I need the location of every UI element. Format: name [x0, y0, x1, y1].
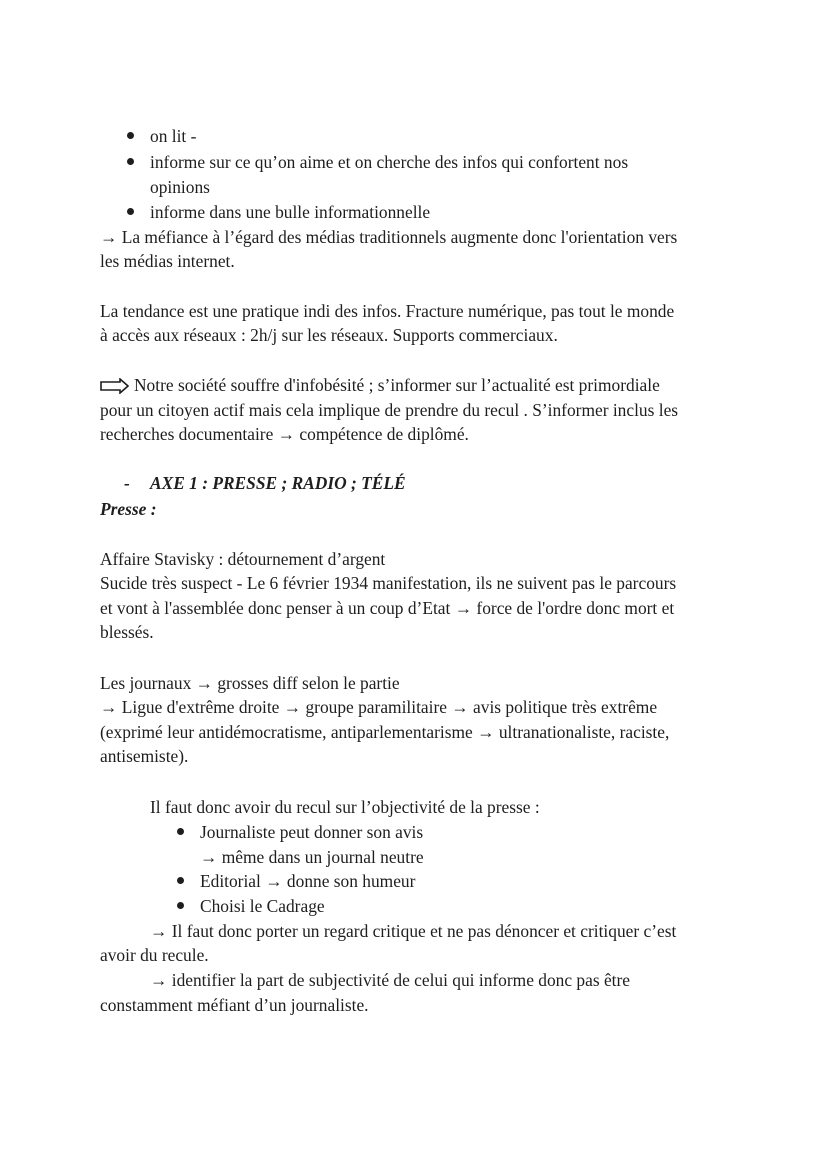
- list-item: Journaliste peut donner son avis: [200, 822, 424, 842]
- paragraph-line: [100, 373, 660, 400]
- paragraph-line: Il faut donc avoir du recul sur l’objectivité de la presse :: [150, 797, 540, 817]
- paragraph-line: et vont à l'assemblée donc penser à un coup d’Etat → force de l'ordre donc mort et: [100, 598, 675, 618]
- list-item-continuation: opinions: [150, 177, 210, 197]
- paragraph-line: Sucide très suspect - Le 6 février 1934 manifestation, ils ne suivent pas le parcours: [100, 573, 677, 593]
- paragraph-line: → Ligue d'extrême droite → groupe paramilitaire → avis politique très extrême: [100, 697, 658, 717]
- list-item: on lit -: [150, 126, 197, 146]
- bullet-dot: [177, 902, 184, 909]
- paragraph-line: les médias internet.: [100, 251, 235, 271]
- paragraph-line: → La méfiance à l’égard des médias traditionnels augmente donc l'orientation vers: [100, 227, 678, 247]
- paragraph-line: pour un citoyen actif mais cela implique de prendre du recul . S’informer inclus les: [100, 400, 679, 420]
- double-right-arrow-icon: [100, 376, 130, 400]
- paragraph-line: avoir du recule.: [100, 945, 209, 965]
- axe-dash: -: [124, 473, 130, 493]
- subsection-heading: Presse :: [100, 499, 157, 519]
- paragraph-line: → identifier la part de subjectivité de celui qui informe donc pas être: [150, 970, 631, 990]
- section-heading: AXE 1 : PRESSE ; RADIO ; TÉLÉ: [150, 473, 406, 493]
- paragraph-line: La tendance est une pratique indi des infos. Fracture numérique, pas tout le monde: [100, 301, 675, 321]
- paragraph-line: recherches documentaire → compétence de diplômé.: [100, 424, 469, 444]
- list-item: Choisi le Cadrage: [200, 896, 325, 916]
- paragraph-line: constamment méfiant d’un journaliste.: [100, 995, 369, 1015]
- paragraph-line: antisemiste).: [100, 746, 189, 766]
- bullet-dot: [127, 208, 134, 215]
- bullet-dot: [127, 158, 134, 165]
- list-item: informe dans une bulle informationnelle: [150, 202, 431, 222]
- paragraph-line: → Il faut donc porter un regard critique et ne pas dénoncer et critiquer c’est: [150, 921, 677, 941]
- list-item: Editorial → donne son humeur: [200, 871, 416, 891]
- paragraph-line: blessés.: [100, 622, 154, 642]
- paragraph-line: Les journaux → grosses diff selon le partie: [100, 673, 400, 693]
- paragraph-text: Notre société souffre d'infobésité ; s’informer sur l’actualité est primordiale: [134, 375, 660, 395]
- paragraph-line: Affaire Stavisky : détournement d’argent: [100, 549, 386, 569]
- list-item-continuation: → même dans un journal neutre: [200, 847, 424, 867]
- bullet-dot: [127, 132, 134, 139]
- bullet-dot: [177, 828, 184, 835]
- bullet-dot: [177, 877, 184, 884]
- list-item: informe sur ce qu’on aime et on cherche des infos qui confortent nos: [150, 152, 629, 172]
- paragraph-line: à accès aux réseaux : 2h/j sur les réseaux. Supports commerciaux.: [100, 325, 558, 345]
- paragraph-line: (exprimé leur antidémocratisme, antiparlementarisme → ultranationaliste, raciste,: [100, 722, 670, 742]
